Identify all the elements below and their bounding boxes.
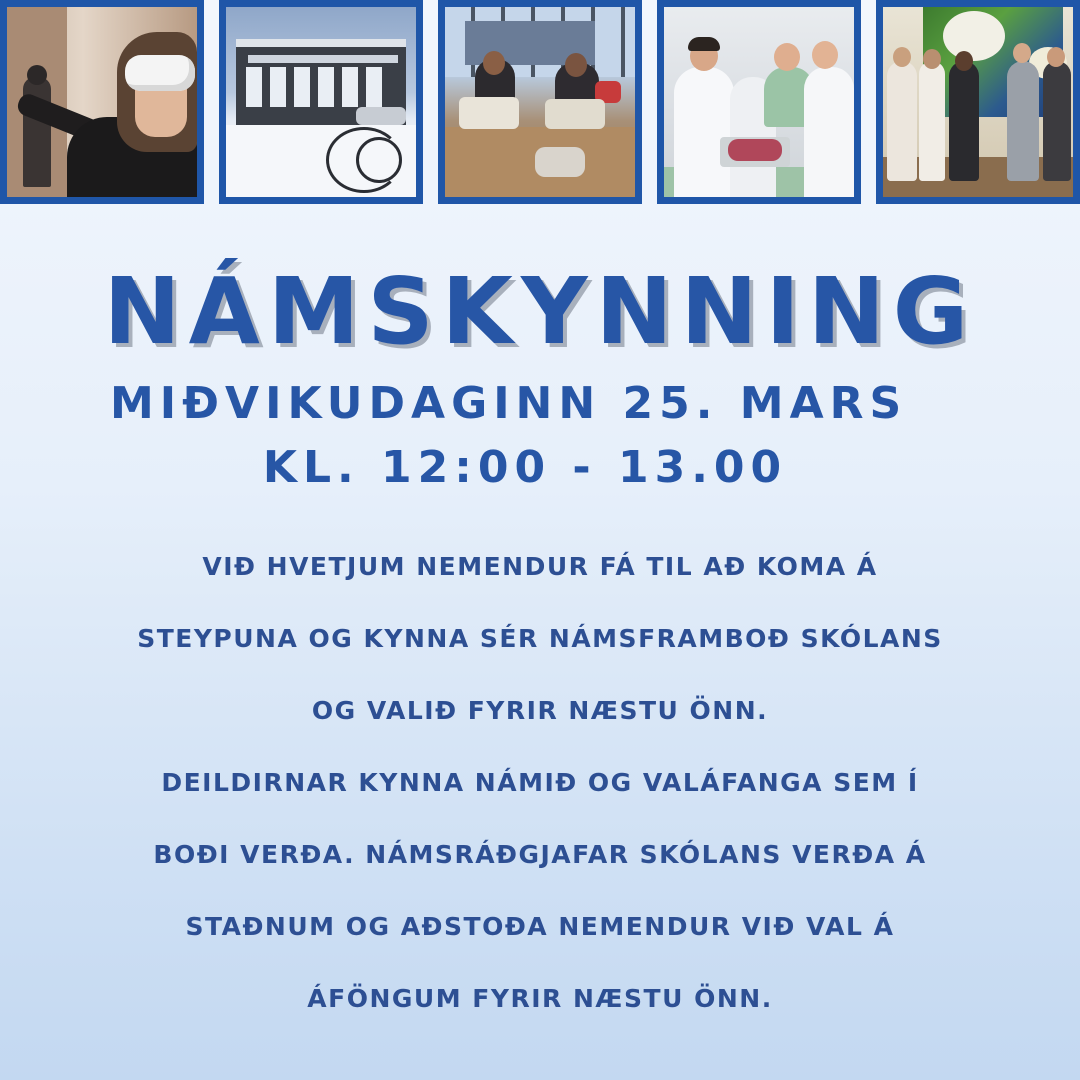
event-date: MIÐVIKUDAGINN 25. MARS — [110, 378, 908, 429]
description-text — [0, 545, 1080, 1049]
description-line: VIÐ HVETJUM NEMENDUR FÁ TIL AÐ KOMA Á — [202, 552, 878, 581]
vr-headset-photo — [0, 0, 204, 204]
description-line: STAÐNUM OG AÐSTOÐA NEMENDUR VIÐ VAL Á — [185, 912, 895, 941]
description-line: BOÐI VERÐA. NÁMSRÁÐGJAFAR SKÓLANS VERÐA Á — [153, 840, 927, 869]
photo-strip — [0, 0, 1080, 204]
description-line: OG VALIÐ FYRIR NÆSTU ÖNN. — [311, 696, 769, 725]
snowy-school-building-photo — [219, 0, 423, 204]
headline-title: NÁMSKYNNING — [103, 258, 977, 365]
event-time: KL. 12:00 - 13.00 — [262, 442, 788, 493]
lab-dissection-photo — [657, 0, 861, 204]
description-line: DEILDIRNAR KYNNA NÁMIÐ OG VALÁFANGA SEM Í — [161, 768, 919, 797]
description-line: STEYPUNA OG KYNNA SÉR NÁMSFRAMBOÐ SKÓLANS — [137, 624, 943, 653]
description-line: ÁFÖNGUM FYRIR NÆSTU ÖNN. — [307, 984, 773, 1013]
sewing-class-photo — [438, 0, 642, 204]
students-by-mural-photo — [876, 0, 1080, 204]
